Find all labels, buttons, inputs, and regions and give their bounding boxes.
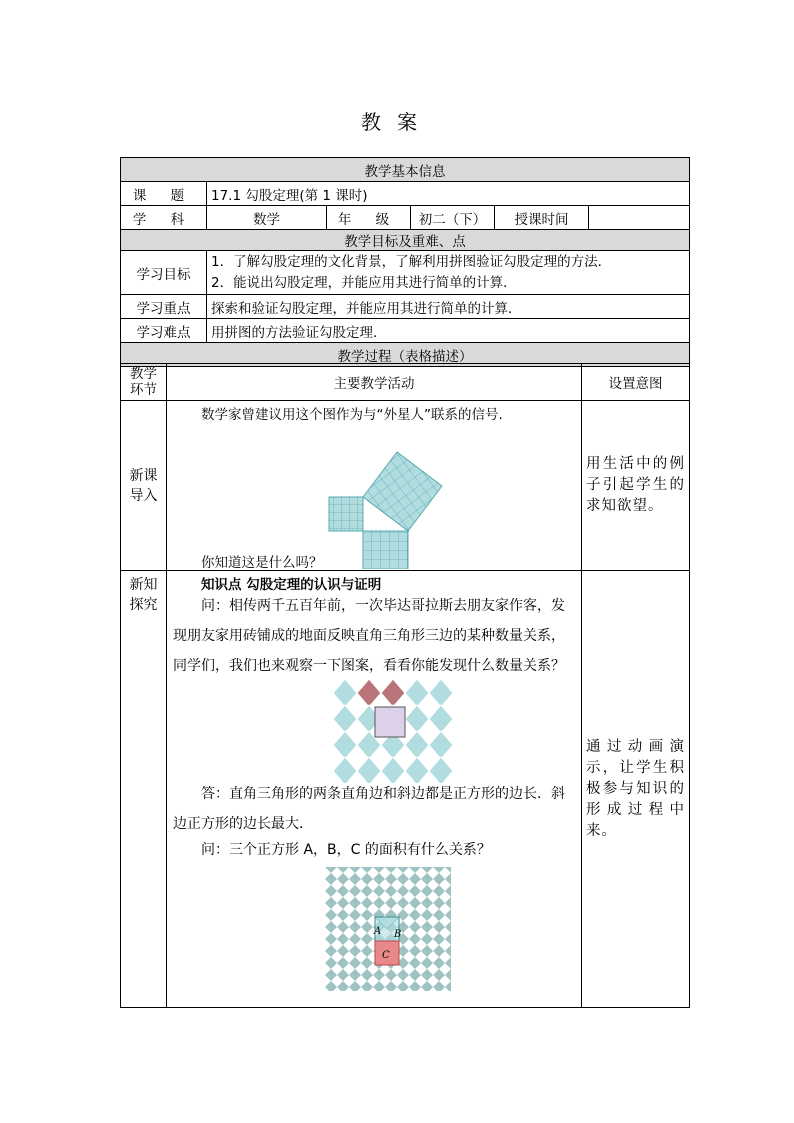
grid-triangle: [409, 975, 421, 981]
grid-triangle: [421, 963, 433, 969]
grid-triangle: [397, 891, 409, 897]
grid-triangle: [397, 885, 409, 891]
grid-triangle: [421, 891, 433, 897]
grid-triangle: [349, 975, 361, 981]
grid-triangle: [385, 903, 397, 909]
grid-triangle: [445, 867, 451, 873]
grid-triangle: [409, 909, 421, 915]
floor-tile: [381, 679, 405, 707]
grid-triangle: [349, 879, 361, 885]
grid-triangle: [421, 957, 433, 963]
grid-triangle: [325, 879, 337, 885]
grid-triangle: [385, 981, 397, 987]
grid-triangle: [421, 951, 433, 957]
grid-triangle: [433, 969, 445, 975]
grid-triangle: [337, 867, 349, 873]
abc-squares-figure: [325, 867, 451, 991]
floor-tile: [429, 731, 453, 759]
question-1: 问：相传两千五百年前，一次毕达哥拉斯去朋友家作客，发现朋友家用砖铺成的地面反映直角三角形三边的某种数量关系，同学们，我们也来观察一下图案，看看你能发现什么数量关系？: [173, 598, 565, 674]
floor-tile: [429, 705, 453, 733]
grid-triangle: [421, 921, 433, 927]
grid-triangle: [349, 921, 361, 927]
label-b: B: [394, 929, 402, 940]
grid-triangle: [385, 987, 397, 991]
grid-triangle: [325, 975, 337, 981]
grid-triangle: [325, 963, 337, 969]
grid-triangle: [349, 951, 361, 957]
intro-question: 你知道这是什么吗？: [201, 555, 323, 571]
grid-triangle: [349, 903, 361, 909]
grid-triangle: [409, 939, 421, 945]
grid-triangle: [445, 885, 451, 891]
goals-list: [207, 251, 690, 295]
grid-triangle: [445, 987, 451, 991]
tile-floor-figure: [329, 679, 455, 783]
grade-value: 初二（下）: [411, 206, 495, 230]
grid-triangle: [361, 891, 373, 897]
grid-triangle: [433, 945, 445, 951]
grid-triangle: [349, 885, 361, 891]
grid-triangle: [397, 969, 409, 975]
grid-triangle: [361, 969, 373, 975]
grid-triangle: [361, 957, 373, 963]
grid-triangle: [325, 969, 337, 975]
grid-triangle: [445, 981, 451, 987]
grid-triangle: [361, 933, 373, 939]
grid-triangle: [409, 879, 421, 885]
grid-triangle: [361, 987, 373, 991]
grid-triangle: [373, 891, 385, 897]
grid-triangle: [445, 891, 451, 897]
subject-value: 数学: [207, 206, 327, 230]
grid-triangle: [433, 879, 445, 885]
basic-info-table: [120, 157, 690, 367]
grid-triangle: [337, 933, 349, 939]
grid-triangle: [433, 873, 445, 879]
grid-triangle: [349, 969, 361, 975]
grid-triangle: [361, 951, 373, 957]
grid-triangle: [385, 867, 397, 873]
grid-triangle: [421, 933, 433, 939]
grid-triangle: [373, 873, 385, 879]
grid-triangle: [325, 873, 337, 879]
grid-triangle: [337, 909, 349, 915]
basic-info-header: 教学基本信息: [121, 158, 690, 182]
grid-triangle: [361, 867, 373, 873]
grid-triangle: [421, 897, 433, 903]
grid-triangle: [337, 987, 349, 991]
grid-triangle: [445, 921, 451, 927]
stage-explore: 新知探究: [121, 571, 167, 1008]
grid-triangle: [433, 927, 445, 933]
goal-item: 1．了解勾股定理的文化背景，了解利用拼图验证勾股定理的方法．: [211, 253, 612, 270]
grid-triangle: [433, 915, 445, 921]
grid-triangle: [433, 891, 445, 897]
grid-triangle: [409, 921, 421, 927]
grid-triangle: [325, 927, 337, 933]
grid-triangle: [361, 963, 373, 969]
grid-triangle: [409, 891, 421, 897]
grid-triangle: [373, 867, 385, 873]
grid-triangle: [433, 897, 445, 903]
knowledge-point-heading: 知识点 勾股定理的认识与证明: [201, 577, 382, 593]
grid-triangle: [373, 897, 385, 903]
floor-tile: [333, 679, 357, 707]
grid-triangle: [349, 933, 361, 939]
grid-triangle: [433, 957, 445, 963]
grid-triangle: [397, 981, 409, 987]
grid-triangle: [325, 885, 337, 891]
grid-triangle: [397, 873, 409, 879]
grid-triangle: [373, 885, 385, 891]
grid-triangle: [445, 939, 451, 945]
grid-triangle: [349, 987, 361, 991]
col-intent-header: 设置意图: [582, 364, 690, 401]
grid-triangle: [385, 873, 397, 879]
grid-triangle: [361, 915, 373, 921]
grid-triangle: [337, 897, 349, 903]
grid-triangle: [373, 969, 385, 975]
grid-triangle: [349, 963, 361, 969]
grid-triangle: [361, 921, 373, 927]
grid-triangle: [409, 873, 421, 879]
process-table: [120, 363, 690, 1008]
goals-label: 学习目标: [121, 251, 207, 295]
grid-triangle: [433, 885, 445, 891]
grid-triangle: [373, 975, 385, 981]
grid-triangle: [409, 897, 421, 903]
grid-triangle: [349, 981, 361, 987]
grid-triangle: [421, 867, 433, 873]
intent-explore: 通过动画演示，让学生积极参与知识的形成过程中来。: [582, 571, 690, 1008]
process-header: 教学过程（表格描述）: [121, 343, 690, 367]
grid-triangle: [445, 927, 451, 933]
grid-triangle: [361, 939, 373, 945]
grid-triangle: [409, 945, 421, 951]
grid-triangle: [445, 873, 451, 879]
grid-triangle: [385, 969, 397, 975]
grid-triangle: [445, 915, 451, 921]
grid-triangle: [433, 939, 445, 945]
grid-triangle: [325, 915, 337, 921]
grid-triangle: [325, 909, 337, 915]
intent-intro: 用生活中的例子引起学生的求知欲望。: [582, 401, 690, 571]
grid-triangle: [433, 975, 445, 981]
grid-triangle: [385, 909, 397, 915]
floor-tile: [405, 731, 429, 759]
grid-triangle: [421, 927, 433, 933]
intro-activity: [167, 401, 582, 571]
grid-triangle: [445, 945, 451, 951]
grid-triangle: [325, 945, 337, 951]
grid-triangle: [433, 981, 445, 987]
grid-triangle: [385, 975, 397, 981]
stage-intro: 新课导入: [121, 401, 167, 571]
grid-triangle: [421, 909, 433, 915]
key-label: 学习重点: [121, 295, 207, 319]
explore-activity: [167, 571, 582, 1008]
grid-triangle: [373, 879, 385, 885]
grid-triangle: [325, 987, 337, 991]
grid-triangle: [337, 915, 349, 921]
grid-triangle: [337, 921, 349, 927]
grid-triangle: [349, 897, 361, 903]
grid-triangle: [337, 969, 349, 975]
grid-triangle: [433, 987, 445, 991]
goal-item: 2．能说出勾股定理，并能应用其进行简单的计算．: [211, 274, 517, 291]
grid-triangle: [409, 885, 421, 891]
grid-triangle: [385, 879, 397, 885]
grid-triangle: [433, 921, 445, 927]
grid-triangle: [445, 897, 451, 903]
goals-header: 教学目标及重难、点: [121, 230, 690, 251]
grid-triangle: [421, 873, 433, 879]
floor-tile: [333, 731, 357, 759]
grid-triangle: [409, 987, 421, 991]
grid-triangle: [421, 969, 433, 975]
label-c: C: [382, 950, 390, 961]
grid-triangle: [349, 927, 361, 933]
grid-triangle: [373, 903, 385, 909]
grid-triangle: [373, 909, 385, 915]
grid-triangle: [337, 939, 349, 945]
grid-triangle: [433, 867, 445, 873]
grid-triangle: [445, 909, 451, 915]
topic-value: 17.1 勾股定理(第 1 课时): [207, 182, 690, 206]
grid-triangle: [325, 981, 337, 987]
grid-triangle: [445, 951, 451, 957]
grid-triangle: [325, 951, 337, 957]
grid-triangle: [385, 885, 397, 891]
grid-triangle: [445, 879, 451, 885]
grid-triangle: [325, 939, 337, 945]
grid-triangle: [337, 975, 349, 981]
grid-triangle: [361, 909, 373, 915]
grid-triangle: [409, 981, 421, 987]
grade-label: 年 级: [327, 206, 411, 230]
grid-triangle: [433, 963, 445, 969]
subject-label: 学 科: [121, 206, 207, 230]
grid-triangle: [361, 975, 373, 981]
time-value: [589, 206, 690, 230]
grid-triangle: [349, 945, 361, 951]
grid-triangle: [361, 879, 373, 885]
grid-triangle: [433, 951, 445, 957]
grid-triangle: [409, 933, 421, 939]
grid-triangle: [397, 897, 409, 903]
grid-triangle: [385, 891, 397, 897]
grid-triangle: [433, 909, 445, 915]
grid-triangle: [349, 867, 361, 873]
grid-triangle: [445, 903, 451, 909]
grid-triangle: [409, 969, 421, 975]
grid-triangle: [349, 873, 361, 879]
intro-text: 数学家曾建议用这个图作为与“外星人”联系的信号.: [201, 407, 503, 423]
floor-tile: [405, 705, 429, 733]
grid-triangle: [325, 933, 337, 939]
grid-triangle: [421, 975, 433, 981]
label-a: A: [374, 926, 382, 937]
grid-triangle: [325, 897, 337, 903]
grid-triangle: [349, 909, 361, 915]
grid-triangle: [337, 873, 349, 879]
grid-triangle: [337, 927, 349, 933]
grid-triangle: [373, 987, 385, 991]
grid-triangle: [361, 927, 373, 933]
grid-triangle: [349, 915, 361, 921]
floor-tile: [405, 679, 429, 707]
time-label: 授课时间: [495, 206, 589, 230]
grid-triangle: [421, 879, 433, 885]
grid-triangle: [337, 957, 349, 963]
difficulty-value: 用拼图的方法验证勾股定理．: [207, 319, 690, 343]
grid-triangle: [373, 981, 385, 987]
grid-triangle: [421, 987, 433, 991]
floor-tile: [333, 705, 357, 733]
grid-triangle: [397, 903, 409, 909]
center-square: [375, 707, 405, 737]
grid-triangle: [361, 981, 373, 987]
answer-1: 答：直角三角形的两条直角边和斜边都是正方形的边长．斜边正方形的边长最大．: [173, 786, 565, 832]
pythagoras-grid-figure: [317, 424, 452, 569]
grid-triangle: [337, 885, 349, 891]
grid-triangle: [409, 927, 421, 933]
grid-triangle: [409, 957, 421, 963]
grid-triangle: [433, 903, 445, 909]
grid-triangle: [325, 891, 337, 897]
grid-triangle: [421, 915, 433, 921]
grid-triangle: [397, 975, 409, 981]
grid-triangle: [385, 897, 397, 903]
floor-tile: [357, 679, 381, 707]
grid-triangle: [421, 981, 433, 987]
grid-triangle: [421, 939, 433, 945]
grid-triangle: [337, 879, 349, 885]
grid-triangle: [325, 921, 337, 927]
grid-triangle: [421, 945, 433, 951]
grid-triangle: [409, 915, 421, 921]
grid-triangle: [337, 963, 349, 969]
grid-triangle: [433, 933, 445, 939]
grid-triangle: [337, 891, 349, 897]
grid-triangle: [337, 951, 349, 957]
grid-triangle: [325, 903, 337, 909]
grid-triangle: [361, 873, 373, 879]
grid-triangle: [397, 867, 409, 873]
grid-triangle: [409, 963, 421, 969]
grid-triangle: [337, 945, 349, 951]
grid-triangle: [445, 957, 451, 963]
grid-triangle: [325, 867, 337, 873]
grid-triangle: [361, 903, 373, 909]
document-title: 教案: [361, 110, 433, 134]
grid-triangle: [409, 903, 421, 909]
grid-triangle: [361, 885, 373, 891]
question-2: 问：三个正方形 A，B，C 的面积有什么关系？: [201, 842, 491, 858]
col-stage-header: 教学环节: [121, 364, 167, 401]
grid-triangle: [397, 987, 409, 991]
grid-triangle: [361, 897, 373, 903]
grid-triangle: [349, 957, 361, 963]
grid-triangle: [349, 891, 361, 897]
grid-triangle: [397, 879, 409, 885]
grid-triangle: [349, 939, 361, 945]
grid-triangle: [337, 903, 349, 909]
grid-triangle: [409, 951, 421, 957]
grid-triangle: [361, 945, 373, 951]
key-value: 探索和验证勾股定理，并能应用其进行简单的计算．: [207, 295, 690, 319]
floor-tile: [429, 679, 453, 707]
grid-triangle: [421, 885, 433, 891]
grid-triangle: [325, 957, 337, 963]
grid-triangle: [445, 969, 451, 975]
grid-triangle: [445, 933, 451, 939]
grid-triangle: [445, 975, 451, 981]
grid-triangle: [397, 909, 409, 915]
col-activity-header: 主要教学活动: [167, 364, 582, 401]
topic-label: 课 题: [121, 182, 207, 206]
grid-triangle: [421, 903, 433, 909]
grid-triangle: [445, 963, 451, 969]
difficulty-label: 学习难点: [121, 319, 207, 343]
grid-triangle: [409, 867, 421, 873]
grid-triangle: [337, 981, 349, 987]
